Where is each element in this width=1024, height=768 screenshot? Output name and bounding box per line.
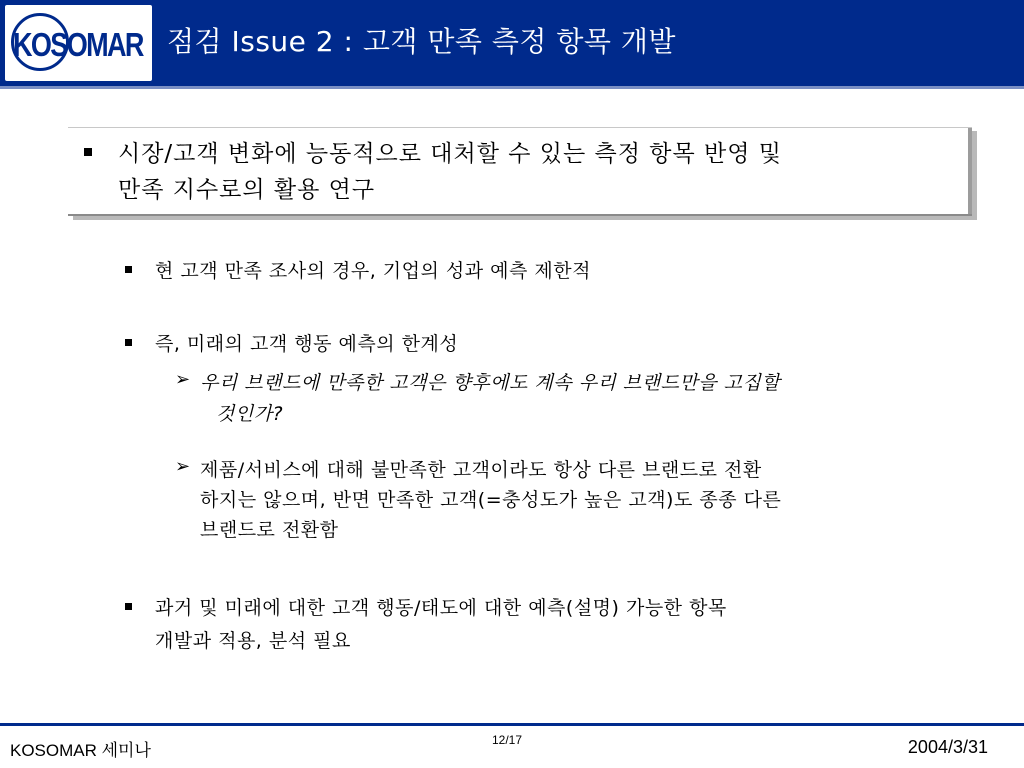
sub-bullet-1-line-1: 우리 브랜드에 만족한 고객은 향후에도 계속 우리 브랜드만을 고집할 [200,372,781,394]
slide-title: 점검 Issue 2 : 고객 만족 측정 항목 개발 [167,25,676,58]
square-bullet-icon [84,148,92,156]
arrow-bullet-icon: ➢ [175,456,191,477]
sub-bullet-2-line-2: 하지는 않으며, 반면 만족한 고객(=충성도가 높은 고객)도 종종 다른 [200,489,782,511]
key-message-text [118,136,948,208]
header-bar [0,0,1024,86]
bullet-1-text: 현 고객 만족 조사의 경우, 기업의 성과 예측 제한적 [155,260,591,282]
arrow-bullet-icon: ➢ [175,369,191,390]
bullet-3-line-2: 개발과 적용, 분석 필요 [155,630,351,652]
page-number: 12/17 [492,733,523,747]
square-bullet-icon [125,603,132,610]
sub-bullet-2-line-1: 제품/서비스에 대해 불만족한 고객이라도 항상 다른 브랜드로 전환 [200,459,762,481]
footer-date: 2004/3/31 [907,737,988,757]
key-message-box [68,127,972,216]
key-message-line-2: 만족 지수로의 활용 연구 [118,177,376,203]
callout-edge [968,128,972,214]
bullet-2-text: 즉, 미래의 고객 행동 예측의 한계성 [155,333,459,355]
logo [5,5,152,81]
sub-bullet-2-line-3: 브랜드로 전환함 [200,519,339,541]
footer-divider [0,723,1024,726]
bullet-3-line-1: 과거 및 미래에 대한 고객 행동/태도에 대한 예측(설명) 가능한 항목 [155,597,727,619]
square-bullet-icon [125,339,132,346]
header-divider [0,86,1024,89]
logo-text: KOSOMAR [13,26,143,63]
square-bullet-icon [125,266,132,273]
key-message-line-1: 시장/고객 변화에 능동적으로 대처할 수 있는 측정 항목 반영 및 [118,141,782,167]
footer-organization: KOSOMAR 세미나 [10,741,151,760]
sub-bullet-1-line-2: 것인가? [216,403,284,425]
